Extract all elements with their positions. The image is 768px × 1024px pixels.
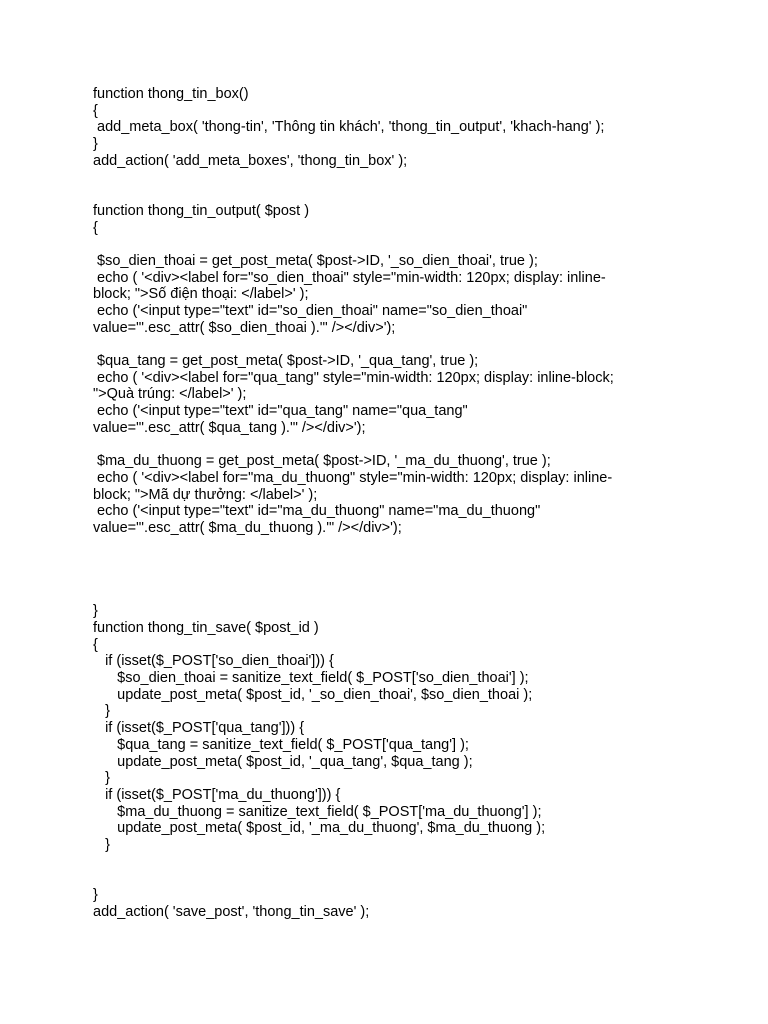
code-line: { — [93, 636, 98, 653]
code-line: if (isset($_POST['qua_tang'])) { — [93, 720, 305, 737]
code-line — [93, 169, 693, 186]
code-line: add_action( 'add_meta_boxes', 'thong_tin_box' ); — [93, 152, 408, 169]
code-line: $qua_tang = sanitize_text_field( $_POST['qua_tang'] ); — [93, 736, 469, 753]
code-line — [93, 587, 693, 604]
code-line: update_post_meta( $post_id, '_ma_du_thuong', $ma_du_thuong ); — [93, 820, 546, 837]
code-line — [93, 570, 693, 587]
code-line: { — [93, 102, 98, 119]
code-line: ">Quà trúng: </label>' ); — [93, 386, 247, 403]
code-listing — [93, 86, 693, 920]
code-line: $so_dien_thoai = get_post_meta( $post->ID, '_so_dien_thoai', true ); — [93, 252, 538, 269]
code-line: function thong_tin_save( $post_id ) — [93, 620, 319, 636]
code-line: value="'.esc_attr( $qua_tang ).'" /></div>'); — [93, 419, 366, 436]
code-line — [93, 854, 693, 871]
code-line: } — [93, 770, 110, 787]
code-line: echo ('<input type="text" id="qua_tang" name="qua_tang" — [93, 403, 468, 420]
code-line: echo ('<input type="text" id="ma_du_thuong" name="ma_du_thuong" — [93, 503, 541, 520]
code-line: if (isset($_POST['ma_du_thuong'])) { — [93, 786, 341, 803]
code-line — [93, 236, 693, 253]
code-line — [93, 553, 693, 570]
code-line: block; ">Số điện thoại: </label>' ); — [93, 286, 309, 303]
code-line — [93, 186, 693, 203]
code-line: } — [93, 887, 98, 903]
code-line: } — [93, 836, 110, 853]
code-line: function thong_tin_output( $post ) — [93, 202, 310, 219]
code-line: value="'.esc_attr( $so_dien_thoai ).'" /></div>'); — [93, 319, 396, 336]
code-line: add_meta_box( 'thong-tin', 'Thông tin khách', 'thong_tin_output', 'khach-hang' ); — [93, 119, 605, 136]
code-line: echo ( '<div><label for="ma_du_thuong" style="min-width: 120px; display: inline- — [93, 469, 613, 486]
code-line: $ma_du_thuong = sanitize_text_field( $_POST['ma_du_thuong'] ); — [93, 803, 542, 820]
code-line: value="'.esc_attr( $ma_du_thuong ).'" /></div>'); — [93, 519, 402, 536]
code-line: block; ">Mã dự thưởng: </label>' ); — [93, 486, 318, 503]
code-line: echo ( '<div><label for="so_dien_thoai" style="min-width: 120px; display: inline- — [93, 269, 606, 286]
code-line: } — [93, 136, 98, 153]
code-line: echo ('<input type="text" id="so_dien_thoai" name="so_dien_thoai" — [93, 302, 528, 319]
code-line: $ma_du_thuong = get_post_meta( $post->ID, '_ma_du_thuong', true ); — [93, 453, 551, 470]
code-line: if (isset($_POST['so_dien_thoai'])) { — [93, 653, 334, 670]
code-line — [93, 436, 693, 453]
code-line: $qua_tang = get_post_meta( $post->ID, '_qua_tang', true ); — [93, 353, 479, 369]
code-line — [93, 336, 693, 353]
code-line: update_post_meta( $post_id, '_so_dien_thoai', $so_dien_thoai ); — [93, 686, 533, 703]
code-line: $so_dien_thoai = sanitize_text_field( $_POST['so_dien_thoai'] ); — [93, 670, 529, 687]
code-line: update_post_meta( $post_id, '_qua_tang', $qua_tang ); — [93, 753, 473, 770]
code-line: } — [93, 603, 98, 620]
code-line: { — [93, 219, 98, 236]
code-line — [93, 537, 693, 554]
code-line: add_action( 'save_post', 'thong_tin_save' ); — [93, 903, 370, 920]
code-line — [93, 870, 693, 887]
code-line: } — [93, 703, 110, 720]
code-line: function thong_tin_box() — [93, 86, 249, 102]
code-line: echo ( '<div><label for="qua_tang" style="min-width: 120px; display: inline-block; — [93, 369, 614, 386]
